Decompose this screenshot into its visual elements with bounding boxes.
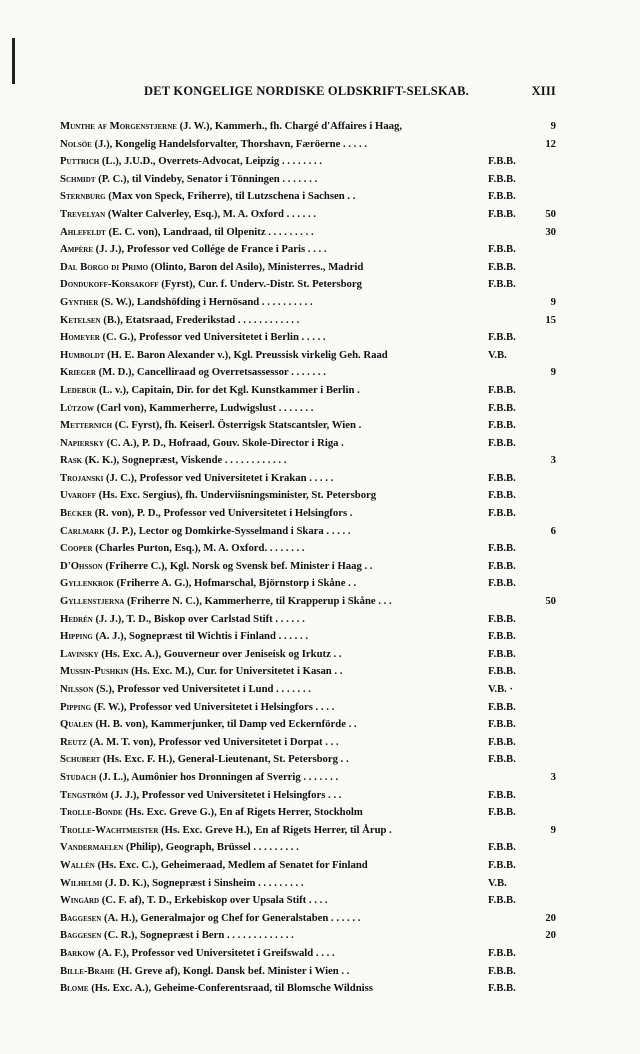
entry-surname: Cooper [60,542,93,555]
entry-surname: Dal Borgo di Primo [60,260,149,273]
entry-surname: Blome [60,982,89,995]
entry-details: (Hs. Exc. Greve G.), En af Rigets Herrer, Stockholm [125,806,363,819]
entry-details: (J. D. K.), Sognepræst i Sinsheim . . . . . . . . . [104,876,304,889]
entry-text [60,294,313,312]
entry-text [60,910,360,928]
entry-surname: Krieger [60,366,96,379]
entry-text [60,945,335,963]
entry-text [60,751,349,769]
entry-number: 50 [545,207,556,220]
entry-surname: Schmidt [60,172,96,185]
entry-note: F.B.B. [488,489,516,502]
entry-surname: Reutz [60,735,87,748]
entry-surname: Hipping [60,630,93,643]
list-item [60,699,560,717]
entry-surname: Tengström [60,788,108,801]
entry-surname: Nolsöe [60,137,92,150]
entry-details: (A. J.), Sognepræst til Wichtis i Finland . . . . . . [95,630,308,643]
entry-note: F.B.B. [488,278,516,291]
entry-details: (L. v.), Capitain, Dir. for det Kgl. Kunstkammer i Berlin . [98,383,360,396]
entry-text [60,276,362,294]
entry-surname: Trolle-Wachtmeister [60,823,159,836]
entry-note: F.B.B. [488,964,516,977]
entry-note: F.B.B. [488,383,516,396]
list-item [60,241,560,259]
entry-note: F.B.B. [488,753,516,766]
entry-text [60,136,367,154]
entry-note: V.B. [488,348,507,361]
list-item [60,804,560,822]
list-item [60,646,560,664]
entry-details: (K. K.), Sognepræst, Viskende . . . . . . . . . . . . [84,454,287,467]
entry-text [60,681,311,699]
entry-details: (Hs. Exc. A.), Geheime-Conferentsraad, til Blomsche Wildniss [91,982,373,995]
entry-details: (C. A.), P. D., Hofraad, Gouv. Skole-Director i Riga . [106,436,344,449]
entry-note: F.B.B. [488,665,516,678]
entry-surname: Gyllenkrok [60,577,114,590]
list-item [60,822,560,840]
list-item [60,505,560,523]
entry-surname: Wallén [60,858,95,871]
entry-note: F.B.B. [488,436,516,449]
list-item [60,945,560,963]
entry-text [60,593,392,611]
entry-note: F.B.B. [488,190,516,203]
entry-details: (J. J.), T. D., Biskop over Carlstad Stift . . . . . . [95,612,305,625]
list-item [60,892,560,910]
entry-details: (R. von), P. D., Professor ved Universitetet i Helsingfors . [94,507,353,520]
entry-text [60,400,313,418]
entry-text [60,364,326,382]
entry-number: 3 [550,770,556,783]
entry-surname: Rask [60,454,83,467]
entry-note: F.B.B. [488,401,516,414]
entry-surname: Metternich [60,419,113,432]
entry-surname: Napiersky [60,436,104,449]
entry-details: (Hs. Exc. Sergius), fh. Underviisningsminister, St. Petersborg [98,489,377,502]
entry-surname: Munthe af Morgenstjerne [60,120,177,132]
entry-text [60,927,294,945]
entry-surname: Vandermaelen [60,841,124,854]
entry-note: F.B.B. [488,207,516,220]
entry-surname: Trojanski [60,471,104,484]
entry-details: (Fyrst), Cur. f. Underv.-Distr. St. Petersborg [161,278,362,291]
entry-text [60,540,305,558]
entry-details: (A. F.), Professor ved Universitetet i Greifswald . . . . [97,946,335,959]
running-title: DET KONGELIGE NORDISKE OLDSKRIFT-SELSKAB. [144,84,469,98]
list-item [60,347,560,365]
list-item [60,400,560,418]
entry-text [60,259,363,277]
entry-details: (A. H.), Generalmajor og Chef for Generalstaben . . . . . . [104,911,361,924]
entry-text [60,505,352,523]
entry-number: 9 [550,120,556,132]
list-item [60,136,560,154]
entry-note: F.B.B. [488,788,516,801]
entry-details: (Max von Speck, Friherre), til Lutzschena i Sachsen . . [108,190,356,203]
list-item [60,839,560,857]
entry-text [60,523,350,541]
entry-surname: Ampère [60,243,93,256]
entry-number: 9 [550,823,556,836]
entry-details: (Carl von), Kammerherre, Ludwigslust . . . . . . . [96,401,314,414]
list-item [60,716,560,734]
entry-text [60,699,334,717]
entry-text [60,347,388,365]
list-item [60,857,560,875]
entry-details: (M. D.), Cancelliraad og Overretsassessor . . . . . . . [98,366,326,379]
entry-note: V.B. [488,876,507,889]
entry-surname: Wilhelmi [60,876,103,889]
entry-text [60,171,317,189]
list-item [60,980,560,998]
entry-note: F.B.B. [488,630,516,643]
entry-surname: Trolle-Bonde [60,806,123,819]
entry-surname: Carlmark [60,524,105,537]
list-item [60,452,560,470]
entry-note: V.B. · [488,683,514,695]
entry-surname: Lavinsky [60,647,99,660]
list-item [60,963,560,981]
entry-text [60,118,402,136]
entry-details: (C. R.), Sognepræst i Bern . . . . . . . . . . . . . [104,929,294,942]
entry-note: F.B.B. [488,559,516,572]
entry-text [60,857,368,875]
list-item [60,294,560,312]
entry-details: (A. M. T. von), Professor ved Universitetet i Dorpat . . . [89,735,339,748]
entry-note: F.B.B. [488,858,516,871]
entry-note: F.B.B. [488,612,516,625]
entry-text [60,329,326,347]
list-item [60,188,560,206]
list-item [60,540,560,558]
entry-note: F.B.B. [488,982,516,995]
list-item [60,470,560,488]
list-item [60,558,560,576]
entry-number: 20 [545,929,556,942]
entry-details: (Hs. Exc. M.), Cur. for Universitetet i Kasan . . [131,665,343,678]
entry-text [60,963,349,981]
entry-details: (P. C.), til Vindeby, Senator i Tönningen . . . . . . . [98,172,318,185]
entry-number: 50 [545,595,556,608]
entry-details: (Philip), Geograph, Brüssel . . . . . . . . . [126,841,299,854]
entry-text [60,646,342,664]
entry-surname: Puttrich [60,155,100,168]
entry-text [60,839,299,857]
entry-details: (J.), Kongelig Handelsforvalter, Thorshavn, Færöerne . . . . . [94,137,368,150]
entry-note: F.B.B. [488,700,516,713]
entry-note: F.B.B. [488,946,516,959]
entry-details: (C. F. af), T. D., Erkebiskop over Upsala Stift . . . . [101,894,328,907]
list-item [60,769,560,787]
entry-text [60,224,314,242]
entry-note: F.B.B. [488,542,516,555]
entry-text [60,382,360,400]
entry-details: (Hs. Exc. F. H.), General-Lieutenant, St. Petersborg . . [103,753,349,766]
entry-text [60,206,316,224]
entry-details: (L.), J.U.D., Overrets-Advocat, Leipzig . . . . . . . . [101,155,322,168]
entry-number: 15 [545,313,556,326]
entry-surname: Mussin-Pushkin [60,665,129,678]
entry-surname: Gyllenstjerna [60,595,125,608]
list-item [60,910,560,928]
entry-surname: Humboldt [60,348,105,361]
entry-surname: Becker [60,507,93,520]
entry-note: F.B.B. [488,419,516,432]
entry-number: 20 [545,911,556,924]
list-item [60,787,560,805]
entry-note: F.B.B. [488,577,516,590]
entry-text [60,716,357,734]
entry-note: F.B.B. [488,647,516,660]
entry-details: (E. C. von), Landraad, til Olpenitz . . . . . . . . . [108,225,314,238]
entry-surname: Lützow [60,401,94,414]
list-item [60,575,560,593]
entry-text [60,769,338,787]
entry-surname: Nilsson [60,683,94,695]
entry-text [60,787,341,805]
entry-details: (S. W.), Landshöfding i Hernösand . . . . . . . . . . [100,295,313,308]
entry-surname: Baggesen [60,929,102,942]
entry-surname: D'Ohsson [60,559,103,572]
entry-note: F.B.B. [488,718,516,731]
list-item [60,224,560,242]
entry-text [60,487,376,505]
entry-details: (Olinto, Baron del Asilo), Ministerres., Madrid [150,260,364,273]
entry-details: (Charles Purton, Esq.), M. A. Oxford. . . . . . . . [95,542,305,555]
entry-details: (J. W.), Kammerh., fh. Chargé d'Affaires i Haag, [179,120,403,132]
list-item [60,382,560,400]
list-item [60,663,560,681]
entry-note: F.B.B. [488,735,516,748]
entry-text [60,663,342,681]
entry-surname: Ahlefeldt [60,225,106,238]
entry-text [60,804,363,822]
entry-surname: Uvaroff [60,489,96,502]
page-number: XIII [531,84,556,98]
list-item [60,206,560,224]
entry-note: F.B.B. [488,841,516,854]
entry-text [60,558,372,576]
list-item [60,628,560,646]
entry-note: F.B.B. [488,331,516,344]
list-item [60,329,560,347]
entry-details: (H. Greve af), Kongl. Dansk bef. Minister i Wien . . [117,964,350,977]
entry-details: (Friherre A. G.), Hofmarschal, Björnstorp i Skåne . . [116,577,357,590]
list-item [60,751,560,769]
entry-surname: Barkow [60,946,96,959]
entry-details: (F. W.), Professor ved Universitetet i Helsingfors . . . . [93,700,335,713]
entry-surname: Gynther [60,295,99,308]
entry-number: 9 [550,366,556,379]
entry-surname: Qualen [60,718,93,731]
entry-text [60,312,299,330]
list-item [60,927,560,945]
entry-details: (J. J.), Professor ved Universitetet i Helsingfors . . . [110,788,342,801]
entry-note: F.B.B. [488,507,516,520]
entry-details: (Hs. Exc. Greve H.), En af Rigets Herrer, til Årup . [161,823,392,836]
list-item [60,312,560,330]
list-item [60,734,560,752]
entry-details: (Friherre C.), Kgl. Norsk og Svensk bef. Minister i Haag . . [105,559,373,572]
entry-surname: Trevelyan [60,207,106,220]
entry-surname: Studach [60,770,97,783]
list-item [60,153,560,171]
entry-note: F.B.B. [488,172,516,185]
entry-text [60,892,328,910]
list-item [60,171,560,189]
entry-note: F.B.B. [488,471,516,484]
entry-surname: Baggesen [60,911,102,924]
entry-number: 30 [545,225,556,238]
entry-text [60,734,339,752]
entry-text [60,470,333,488]
entry-surname: Hedrén [60,612,93,625]
entry-surname: Dondukoff-Korsakoff [60,278,159,291]
list-item [60,611,560,629]
entry-surname: Wingård [60,894,100,907]
entry-note: F.B.B. [488,894,516,907]
entry-number: 6 [550,524,556,537]
entry-text [60,188,355,206]
entry-details: (B.), Etatsraad, Frederikstad . . . . . . . . . . . . [103,313,300,326]
page-edge-mark [12,38,15,84]
list-item [60,593,560,611]
list-item [60,276,560,294]
entry-surname: Bille-Brahe [60,964,115,977]
entry-note: F.B.B. [488,260,516,273]
entry-text [60,153,322,171]
entry-text [60,241,327,259]
entry-note: F.B.B. [488,155,516,168]
entry-details: (J. P.), Lector og Domkirke-Sysselmand i Skara . . . . . [107,524,351,537]
entry-surname: Homeyer [60,331,100,344]
entry-number: 9 [550,295,556,308]
entry-note: F.B.B. [488,806,516,819]
entry-surname: Ledebur [60,383,97,396]
entry-surname: Schubert [60,753,101,766]
entry-surname: Sternburg [60,190,106,203]
entry-details: (Hs. Exc. C.), Geheimeraad, Medlem af Senatet for Finland [97,858,368,871]
entry-details: (H. E. Baron Alexander v.), Kgl. Preussisk virkelig Geh. Raad [107,348,388,361]
entry-details: (Walter Calverley, Esq.), M. A. Oxford . . . . . . [107,207,316,220]
entry-details: (C. G.), Professor ved Universitetet i Berlin . . . . . [102,331,326,344]
list-item [60,364,560,382]
entry-details: (J. C.), Professor ved Universitetet i Krakan . . . . . [105,471,334,484]
list-item [60,435,560,453]
list-item [60,523,560,541]
entry-text [60,875,304,893]
member-list [60,118,560,998]
list-item [60,259,560,277]
entry-number: 3 [550,454,556,467]
entry-text [60,822,392,840]
entry-text [60,611,305,629]
entry-text [60,417,361,435]
list-item [60,875,560,893]
entry-number: 12 [545,137,556,150]
entry-surname: Pipping [60,700,92,713]
entry-text [60,435,344,453]
entry-details: (H. B. von), Kammerjunker, til Damp ved Eckernförde . . [95,718,357,731]
entry-note: F.B.B. [488,243,516,256]
entry-details: (J. L.), Aumônier hos Dronningen af Sverrig . . . . . . . [98,770,339,783]
entry-details: (Friherre N. C.), Kammerherre, til Krapperup i Skåne . . . [127,595,392,608]
list-item [60,681,560,699]
entry-details: (Hs. Exc. A.), Gouverneur over Jeniseisk og Irkutz . . [101,647,342,660]
entry-details: (J. J.), Professor ved Collége de France i Paris . . . . [95,243,327,256]
list-item [60,417,560,435]
entry-text [60,980,373,998]
entry-text [60,575,356,593]
entry-details: (S.), Professor ved Universitetet i Lund . . . . . . . [96,683,311,695]
entry-text [60,628,308,646]
page-header [60,84,560,102]
list-item [60,487,560,505]
entry-surname: Ketelsen [60,313,101,326]
entry-details: (C. Fyrst), fh. Keiserl. Österrigsk Statscantsler, Wien . [114,419,362,432]
entry-text [60,452,286,470]
list-item [60,118,560,136]
